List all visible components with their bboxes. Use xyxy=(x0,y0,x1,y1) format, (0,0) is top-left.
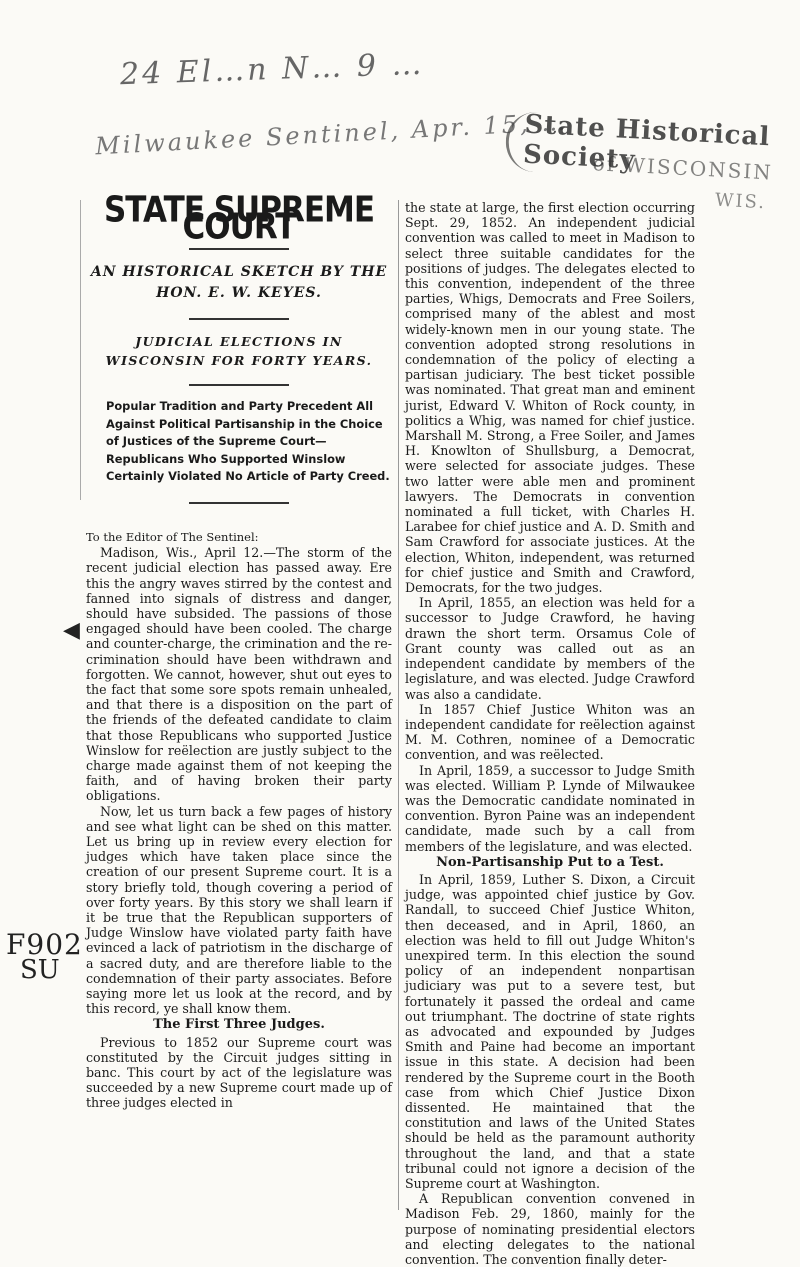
margin-arrow-mark: ◀ xyxy=(63,618,80,643)
article-paragraph: In April, 1855, an election was held for a successor to Judge Crawford, he having drawn the short term. Orsamus Cole of Grant county was called out as an independent candidate by members of the legislature, and was elected. Judge Crawford was also a candidate. xyxy=(405,595,695,702)
article-deck-1: AN HISTORICAL SKETCH BY THE HON. E. W. KEYES. xyxy=(90,264,388,302)
deck-rule-2 xyxy=(189,384,289,386)
article-paragraph: the state at large, the first election occurring Sept. 29, 1852. An independent judicial convention was called to meet in Madison to select three suitable candidates for the positions of judges. The delegates elected to this convention, independent of the three parties, Whigs, Democrats and Free Soilers, comprised many of the ablest and most widely-known men in our young state. The convention adopted strong resolutions in condemnation of the policy of electing a partisan judiciary. The best ticket possible was nominated. That great man and eminent jurist, Edward V. Whiton of Rock county, in politics a Whig, was named for chief justice. Marshall M. Strong, a Free Soiler, and James H. Knowlton of Shullsburg, a Democrat, were selected for associate judges. These two latter were able men and prominent lawyers. The Democrats in convention nominated a full ticket, with Charles H. Larabee for chief justice and A. D. Smith and Sam Crawford for associate justices. At the election, Whiton, independent, was returned for chief justice and Smith and Crawford, Democrats, for the two judges. xyxy=(405,200,695,596)
stamp-line-2: of WISCONSIN xyxy=(592,151,774,185)
article-paragraph: A Republican convention convened in Madison Feb. 29, 1860, mainly for the purpose of nominating presidential electors and electing delegates to the national convention. The convention finally deter- xyxy=(405,1191,695,1267)
article-headline: STATE SUPREME COURT xyxy=(103,189,375,248)
article-paragraph: Previous to 1852 our Supreme court was constituted by the Circuit judges sitting in banc. This court by act of the legislature was succeeded by a new Supreme court made up of three judges elected in xyxy=(86,1034,392,1111)
article-paragraph: In April, 1859, a successor to Judge Smith was elected. William P. Lynde of Milwaukee was the Democratic candidate nominated in convention. Byron Paine was an independent candidate, made such by a call from members of the legislature, and was elected. xyxy=(405,762,695,854)
article-deck-3: Popular Tradition and Party Precedent All Against Political Partisanship in the Choice of Justices of the Supreme Court—Republicans Who Supported Winslow Certainly Violated No Article of Party Creed. xyxy=(106,399,390,484)
handwritten-source-note: Milwaukee Sentinel, Apr. 15, … xyxy=(94,107,569,161)
margin-note-line-1: F902 xyxy=(6,928,83,961)
article-paragraph: In April, 1859, Luther S. Dixon, a Circuit judge, was appointed chief justice by Gov. Randall, to succeed Chief Justice Whiton, then deceased, and in April, 1860, an election was held to fill out Judge Whiton's unexpired term. In this election the sound policy of an independent nonpartisan judiciary was put to a severe test, but fortunately it passed the ordeal and came out triumphant. The doctrine of state rights as advocated and expounded by Judges Smith and Paine had become an important issue in this state. A decision had been rendered by the Supreme court in the Booth case from which Chief Justice Dixon dissented. He maintained that the constitution and laws of the United States should be held as the paramount authority throughout the land, and that a state tribunal could not ignore a decision of the Supreme court at Washington. xyxy=(405,871,695,1191)
deck-rule-3 xyxy=(189,502,289,504)
headline-rule xyxy=(189,248,289,250)
handwritten-note-top: 24 El…n N… 9 … xyxy=(119,46,426,93)
column-divider xyxy=(398,200,399,1210)
subhead-non-partisanship: Non-Partisanship Put to a Test. xyxy=(436,854,664,870)
article-paragraph: Now, let us turn back a few pages of history and see what light can be shed on this matter. Let us bring up in review every election for judges which have taken place since the creation of our present Supreme court. It is a story briefly told, though covering a period of over forty years. By this story we shall learn if it be true that the Republican supporters of Judge Winslow have violated party faith have evinced a lack of patriotism in the discharge of a sacred duty, and are therefore liable to the condemnation of their party associates. Before saying more let us look at the record, and by this record, ye shall know them. xyxy=(86,803,392,1017)
margin-catalog-note xyxy=(6,928,83,985)
article-column-left xyxy=(86,189,392,1111)
subhead-first-three-judges: The First Three Judges. xyxy=(153,1017,325,1033)
margin-note-line-2: SU xyxy=(20,955,60,985)
article-salutation: To the Editor of The Sentinel: xyxy=(86,529,259,544)
article-paragraph: In 1857 Chief Justice Whiton was an independent candidate for reëlection against M. M. Cothren, nominee of a Democratic convention, and was reëlected. xyxy=(405,701,695,763)
deck-rule-1 xyxy=(189,318,289,320)
stamp-line-3: WIS. xyxy=(714,189,767,214)
stamp-line-1: State Historical Society xyxy=(522,109,771,176)
column-border-left xyxy=(80,200,81,500)
article-paragraph: Madison, Wis., April 12.—The storm of the recent judicial election has passed away. Ere this the angry waves stirred by the contest and fanned into signals of distress and danger, should have subsided. The passions of those engaged should have been cooled. The charge and counter-charge, the crimination and the re-crimination should have been withdrawn and forgotten. We cannot, however, shut out eyes to the fact that some sore spots remain unhealed, and that there is a disposition on the part of the friends of the defeated candidate to claim that those Republicans who supported Justice Winslow for reëlection are justly subject to the charge made against them of not keeping the faith, and of having broken their party obligations. xyxy=(86,545,392,804)
article-deck-2: JUDICIAL ELECTIONS IN WISCONSIN FOR FORTY YEARS. xyxy=(105,334,373,369)
article-column-right xyxy=(405,200,695,1267)
